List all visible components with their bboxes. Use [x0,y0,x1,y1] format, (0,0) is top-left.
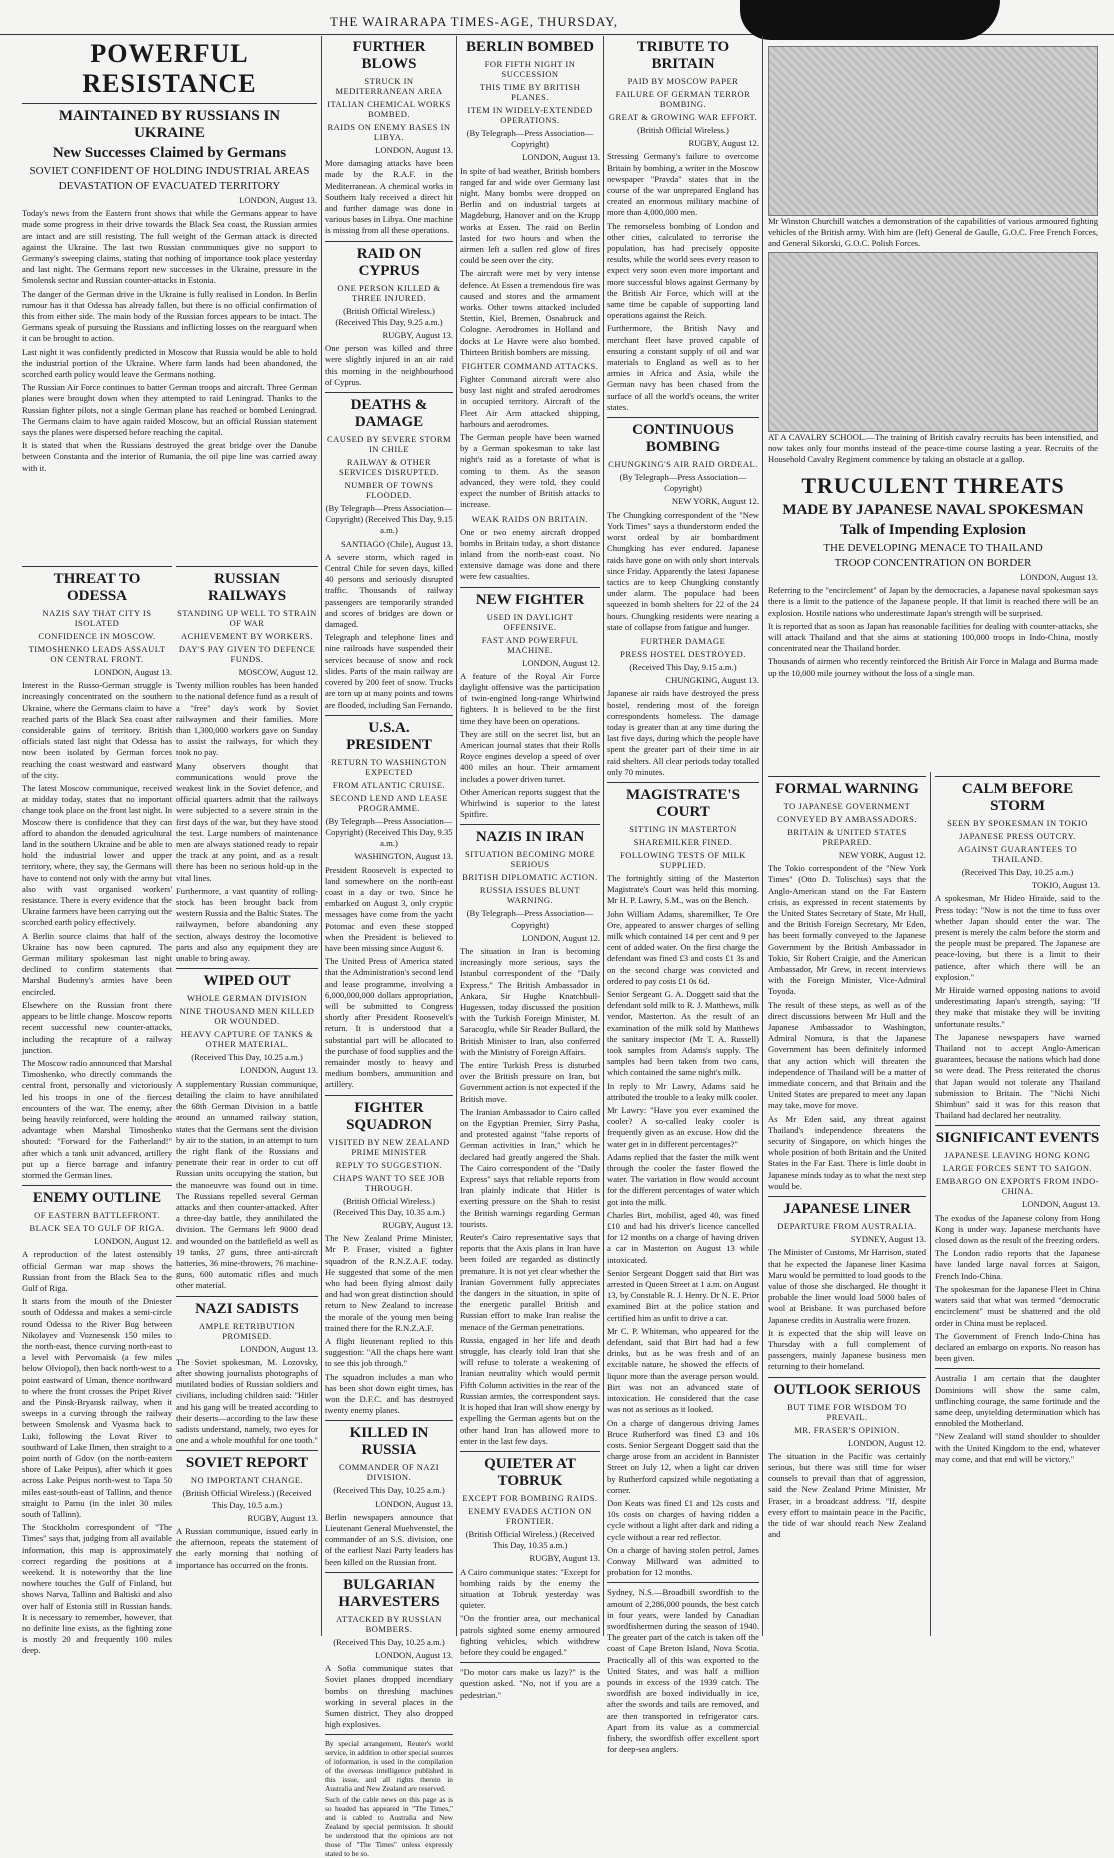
subhead: THE DEVELOPING MENACE TO THAILAND [823,542,1043,554]
paragraph: Sydney, N.S.—Broadbill swordfish to the amount of 2,286,000 pounds, the best catch in four years, were landed by Canadian swordfishermen during the season of 1940. The greater part of the catch is taken off the coast of Cape Breton Island, Nova Scotia. Practically all of this was exported to the United States, and was half a million pounds in excess of the 1939 catch. The swordfish are boxed individually in ice, after the swords and tails are removed, and are then transported in refrigerator cars. Apart from its value as a commercial fishery, the swordfish offer excellent sport for deep-sea anglers. [607,1587,759,1755]
subhead: COMMANDER OF NAZI DIVISION. [338,1462,440,1483]
dateline: LONDON, August 13. [239,195,317,205]
paragraph: The Chungking correspondent of the "New York Times" says a thunderstorm ended the worst ordeal by air bombardment Chungking has ever endured. Japanese raids have gone on with only short intervals since Friday. Apparently the latest Japanese tactics are to keep Chungking constantly under alarm. The populace had been squeezed in bomb shelters for 22 of the 24 hours. Chungking residents were nearing a state of collapse from fatigue and hunger. [607,509,759,632]
newspaper-title: THE WAIRARAPA TIMES-AGE, THURSDAY, [330,14,619,29]
paragraph: Don Keats was fined £1 and 12s costs and 10s costs on charges of having ridden a cycle without a light after dark and riding a cycle without a rear red reflector. [607,1497,759,1542]
paragraph: Mr Lawry: "Have you ever examined the cooler? A so-called leaky cooler is frequently given as an excuse. How did the water get in in different percentages?" [607,1105,759,1149]
headline: RUSSIAN RAILWAYS [207,571,287,604]
paragraph: Reuter's Cairo representative says that reports that the Axis plans in Iran have been foiled are regarded as distinctly premature. It is not yet clear whether the Iranian Government fully appreciates the dangers in the situation, in spite of the energetic parallel British and Russian effort to make Iran realise the menace of the German penetrations. [460,1232,600,1332]
received-line: (Received This Day, 10.25 a.m.) [333,1485,445,1496]
headline: ENEMY OUTLINE [32,1190,162,1207]
subhead: HEAVY CAPTURE OF TANKS & OTHER MATERIAL. [180,1029,314,1050]
subhead: SITUATION BECOMING MORE SERIOUS [464,849,596,870]
dateline: RUGBY, August 13. [247,1512,318,1523]
dateline: LONDON, August 13. [1022,1199,1100,1210]
subhead: NINE THOUSAND MEN KILLED OR WOUNDED. [179,1006,315,1027]
dateline: LONDON, August 12. [522,932,600,943]
paragraph: Telegraph and telephone lines and nine railroads have suspended their services because of snow and rock slides. Parts of the main railway are covered by 200 feet of snow. Trucks are torn up at many points and towns are flooded, including San Fernando. [325,632,453,710]
received-line: (Received This Day, 9.15 a.m.) [629,661,737,672]
headline: OUTLOOK SERIOUS [773,1381,921,1398]
subhead: MR. FRASER'S OPINION. [794,1424,900,1435]
paragraph: The danger of the German drive in the Ukraine is fully realised in London. In Berlin rumour has it that Odessa has already fallen, but there is no official confirmation of this from either side. The main body of the Russian forces appears to be intact. The Germans speak of pursuing the Russians and inflicting losses on the rearguard when it can be brought to action. [22,288,317,344]
dateline: SYDNEY, August 13. [850,1234,926,1245]
paragraph: The Soviet spokesman, M. Lozovsky, after showing journalists photographs of mutilated bodies of Russian soldiers and civilians, including children said: "Hitler and his gang will be treated according to their deserts—according to the law these sadists understand, namely, two eyes for one and a whole mouthful for one tooth." [176,1356,318,1446]
paragraph: The aircraft were met by very intense defence. At Essen a tremendous fire was caused and stores and the armament works. Other towns attacked included Stettin, Kiel, Bremen, Osnabruck and Cologne. Aerodromes in Holland and docks at Le Havre were also bombed. Thirteen British bombers are missing. [460,268,600,357]
paragraph: Furthermore, a vast quantity of rolling-stock has been brought back from western Russia and the Baltic States. The railwaymen, before abandoning any section, always destroy the locomotive parts and also any equipment they are unable to bring away. [176,885,318,964]
paragraph: Many observers thought that communications would prove the weakest link in the Soviet defence, and official quarters admit that the railways were subjected to a severe strain in the first days of the war, but they have stood the test. Large numbers of maintenance men are always stationed ready to repair the track at any point, and as a result there has been no serious hold-up in the vital lines. [176,760,318,883]
headline: SOVIET REPORT [185,1455,309,1472]
headline: BERLIN BOMBED [466,39,594,55]
paragraph: The Iranian Ambassador to Cairo called on the Egyptian Premier, Sirry Pasha, and protested against "false reports of German activities in Iran," which he declared had greatly angered the Shah. The Cairo correspondent of the "Daily Express" says that reliable reports from Iran plainly indicate that Hitler is exerting pressure on the Shah to resist the British warnings regarding German tourists. [460,1106,600,1229]
paragraph: "On the frontier area, our mechanical patrols sighted some enemy armoured fighting vehicles, which withdrew before they could be engaged." [460,1613,600,1657]
paragraph: Mr C. P. Whiteman, who appeared for the defendant, said that Birt had had a few drinks, but as he was fresh and of an excitable nature, he showed the effects of liquor more than the average person would. Birt was not an advanced state of intoxication. He considered that the case was not as serious as it looked. [607,1325,759,1415]
subhead: AGAINST GUARANTEES TO THAILAND. [957,844,1078,864]
paragraph: Stressing Germany's failure to overcome Britain by bombing, a writer in the Moscow newspaper "Pravda" states that in the course of the war unprepared England has created an enormous military machine of more than 4,000,000 men. [607,151,759,218]
headline: TRIBUTE TO BRITAIN [636,39,730,72]
paragraph: The Stockholm correspondent of "The Times" says that, judging from all available information, this map is approximately correct regarding the positions at a weekend. It is noteworthy that the line nowhere touches the Gulf of Finland, but shows Narva, Tallinn and Baltiski and also over half of Estonia still in Russian hands. It is necessary to remember, however, that no definite line exists, as the fighting zone is mostly 20 and frequently 100 miles deep. [22,1522,172,1656]
subhead: BRITISH DIPLOMATIC ACTION. [462,872,598,883]
paragraph: Twenty million roubles has been handed to the national defence fund as a result of a "free" day's work by Soviet railwaymen and their families. More than 1,300,000 workers gave on Sunday to assist the railways, for which they took no pay. [176,680,318,758]
subhead: CONVEYED BY AMBASSADORS. [777,814,917,824]
paragraph: On a charge of having stolen petrol, James Conway Millward was admitted to probation for 12 months. [607,1544,759,1578]
subhead: ENEMY EVADES ACTION ON FRONTIER. [468,1505,592,1526]
subhead: MADE BY JAPANESE NAVAL SPOKESMAN [782,502,1084,518]
paragraph: It is reported that as soon as Japan has reasonable facilities for dealing with counter-attacks, she will attack Thailand and that she aims at stationing 100,000 troops in Indo-China, mostly concentrated near the Thailand border. [768,620,1098,654]
received-line: (British Official Wireless.) (Received This Day, 10.35 a.m.) [465,1528,595,1551]
paragraph: Japanese air raids have destroyed the press hostel, rendering most of the foreign correspondents homeless. The damage today is greater than at any time during the last five days, during which the people have spent the greater part of their time in air raid shelters. All clear periods today totalled only 70 minutes. [607,688,760,777]
paragraph: The remorseless bombing of London and other cities, calculated to terrorise the population, has had precisely opposite results, while the world sees every reason to expect very soon even more important and more successful blows against Germany by the British Air Force, which will at the same time be capable of supporting land operations against the Reich. [607,220,759,321]
subhead: NAZIS SAY THAT CITY IS ISOLATED [42,608,152,628]
paragraph: Australia I am certain that the daughter Dominions will show the same calm, unflinching courage, the same fortitude and the same deep, unyielding determination which has ennobled the Motherland. [935,1373,1100,1429]
paragraph: It starts from the mouth of the Dniester south of Oddessa and makes a semi-circle round Odessa to the River Bug between Nikolayev and Voznesensk 150 miles to the north-east, thence curving north-east to a level with Pervomaisk (a few miles below Olviopol), then back north-west to a point eastward of Uman, thence northward to where the front crosses the Pripet River and the Pinsk-Bryansk railway, when it sweeps in a curving through the railway between Smolensk and Vyasma back to Luki, following the Lovat River to southward of Lake Ilmen, then straight to a point north of Gdov (on the north-eastern shore of Lake Peipus), after which it goes across Lake Peipus north-west to Tapa 50 miles east-south-east of Tallinn, and thence straight to Parnu (in the inlet 30 miles south of Tallinn). [22,1296,172,1520]
subhead: SOVIET CONFIDENT OF HOLDING INDUSTRIAL AREAS [29,165,310,177]
paragraph: The Russian Air Force continues to batter German troops and aircraft. Three German planes were brought down when they attempted to raid Leningrad. Thanks to the Russian fighter pilots, not a single German plane has reached or bombed Leningrad. The Germans claim to have again raided Moscow, but an official Russian statement says the planes were dispersed before reaching the capital. [22,382,317,438]
subhead: JAPANESE LEAVING HONG KONG [944,1150,1091,1161]
column-4 [607,36,760,1755]
column-2 [325,36,453,1858]
notice: Such of the cable news on this page as is so headed has appeared in "The Times," and is cabled to Australia and New Zealand by special permission. It should be understood that the opinions are not those of "The Times" unless expressly stated to be so. [325,1795,453,1858]
paragraph: On a charge of dangerous driving James Bruce Rutherford was fined £3 and 10s costs. Senior Sergeant Doggett said that the charge arose from an accident in Bannister Street on July 12, when a light car driven by Rutherford capsized while negotiating a corner. [607,1417,759,1495]
paragraph: In reply to Mr Lawry, Adams said he attributed the trouble to a leaky milk cooler. [607,1080,759,1102]
paragraph: The result of these steps, as well as of the direct discussions between Mr Hull and the Japanese Ambassador to Washington, Admiral Nomura, is that the Japanese Government has been definitely informed that any action which will threaten the independence of Thailand will be a matter of immediate concern, and that Britain and the United States are prepared to meet any Japan may take, move for move. [768,999,926,1111]
paragraph: The latest Moscow communique, received at midday today, states that no important change took place on the front last night. In Moscow there is confidence that they can afford to abandon the denuded agricultural land in the southern Ukraine and be able to hold the industrial lower and upper territory, where, they say, the Germans will have to contend not only with the army but also with vast organised workers' resistance. There is every evidence that the Ukraine farmers have been carrying out the scorched earth policy effectively. [22,783,172,928]
paragraph: They are still on the secret list, but an American journal states that their Rolls Royce engines develop a speed of over 400 miles an hour. Their armament includes a power driven turret. [460,728,600,784]
paragraph: The exodus of the Japanese colony from Hong Kong is under way. Japanese merchants have closed down as the result of the freezing orders. [935,1212,1100,1246]
paragraph: Senior Sergeant Doggett said that Birt was arrested in Queen Street at 1 a.m. on August 13, by Constable R. J. Henry. Dr N. E. Prior examined Birt at the police station and certified him as unfit to drive a car. [607,1267,759,1323]
masthead [0,0,1114,35]
headline: KILLED IN RUSSIA [349,1425,429,1459]
subhead: CHAPS WANT TO SEE JOB THROUGH. [333,1172,445,1193]
column-rule [762,36,763,1636]
paragraph: A severe storm, which raged in Central Chile for seven days, killed 40 persons and seriously disrupted traffic. Thousands of railway passengers are temporarily stranded and scores of bridges are down or damaged. [325,551,453,630]
dateline: LONDON, August 13. [240,1343,318,1354]
subhead: SITTING IN MASTERTON [629,823,737,834]
subhead: NUMBER OF TOWNS FLOODED. [344,480,434,501]
article-truculent-threats [768,470,1098,770]
paragraph: The Minister of Customs, Mr Harrison, stated that he expected the Japanese liner Kasima Maru would be permitted to load goods to the value of those she discharged. He thought it probable the liner would load 5000 bales of wool at Brisbane. It was purchased before Japanese credits in Australia were frozen. [768,1247,926,1325]
paragraph: Mr Hiraide warned opposing nations to avoid underestimating Japan's strength, saying: "If they make that mistake they will be inviting unfortunate results." [935,985,1100,1029]
headline: MAGISTRATE'S COURT [626,786,740,820]
headline: NEW FIGHTER [475,591,585,608]
subhead: THIS TIME BY BRITISH PLANES. [479,82,581,102]
subhead: FAST AND POWERFUL MACHINE. [481,634,579,655]
headline: FORMAL WARNING [775,781,919,797]
subhead: REPLY TO SUGGESTION. [335,1159,443,1170]
headline: JAPANESE LINER [783,1201,911,1218]
subhead: SHAREMILKER FINED. [633,836,733,847]
paragraph: The Moscow radio announced that Marshal Timoshenko, who directly commands the central front, personally and victoriously led his troops in one of the fiercest encounters of the war. The enemy, after being heavily reinforced, were holding the advantage when Marshal Timoshenko shouted: "Forward for the Fatherland!" after which a tank unit advanced, artillery put up a fierce barrage and infantry stormed the German lines. [22,1057,172,1180]
paragraph: One or two enemy aircraft dropped bombs in Britain today, a short distance inland from the north-east coast. No extensive damage was done and there were few casualties. [460,526,600,582]
headline: FURTHER BLOWS [352,39,426,72]
subhead: NO IMPORTANT CHANGE. [190,1475,304,1486]
headline: FIGHTER SQUADRON [346,1099,432,1133]
subhead: STANDING UP WELL TO STRAIN OF WAR [177,608,317,628]
subhead: ITALIAN CHEMICAL WORKS BOMBED. [327,99,451,119]
notice: By special arrangement, Reuter's world service, in addition to other special sources of information, is used in the compilation of the overseas intelligence published in this issue, and all rights therein in Australia and New Zealand are reserved. [325,1739,453,1794]
subhead: DEPARTURE FROM AUSTRALIA. [777,1221,917,1232]
photo-block [768,42,1098,465]
dateline: WASHINGTON, August 13. [354,851,453,862]
paragraph: The Government of French Indo-China has declared an embargo on exports. No reason has been given. [935,1330,1100,1364]
subhead: CHUNGKING'S AIR RAID ORDEAL. [608,459,758,470]
column-3 [460,36,600,1700]
churchill-photo [768,46,1098,216]
paragraph: A feature of the Royal Air Force daylight offensive was the participation of twin-engined long-range Whirlwind fighters. It is believed to be the first time they have been on operations. [460,670,600,726]
dateline: LONDON, August 13. [94,667,172,677]
subhead: PRESS HOSTEL DESTROYED. [620,648,746,659]
column-rule [603,36,604,1636]
subhead: AMPLE RETRIBUTION PROMISED. [198,1320,296,1341]
dateline: RUGBY, August 13. [382,1219,453,1230]
paragraph: Interest in the Russo-German struggle is increasingly concentrated on the southern Ukraine, where the Germans claim to have reached parts of the Black Sea coast after considerable gains of territory. British officials stated last night that Odessa has now been isolated by German forces reaching the coast westward and eastward of the city. [22,680,172,780]
paragraph: Berlin newspapers announce that Lieutenant General Muehvenstel, the commander of an S.S. division, one of the earliest Nazi Party leaders has been killed on the Russian front. [325,1511,453,1567]
subhead: RAILWAY & OTHER SERVICES DISRUPTED. [339,457,439,478]
dateline: MOSCOW, August 12. [238,667,318,677]
subhead: BLACK SEA TO GULF OF RIGA. [29,1223,165,1234]
paragraph: Fighter Command aircraft were also busy last night and strafed aerodromes in occupied territory. Aircraft of the Fleet Air Arm attacked shipping, harbours and aerodromes. [460,374,600,429]
cavalry-photo [768,252,1098,432]
received-line: (British Official Wireless.) (Received This Day, 10.5 a.m.) [182,1488,312,1510]
dateline: LONDON, August 13. [240,1065,318,1076]
paragraph: Senior Sergeant G. A. Doggett said that the defendant sold milk to R. J. Matthews, milk vendor, Masterton. As the result of an examination of the milk sold by Matthews the sanitary inspector (Mr T. A. Russell) took samples from Adams's supply. The samples had been taken from two cans, which contained the same night's milk. [607,988,759,1078]
paragraph: A spokesman, Mr Hideo Hiraide, said to the Press today: "Now is not the time to fuss over whether Japan should enter the war. The present is merely the calm before the storm and the people must be prepared. The Japanese are peace-loving, but there is a limit to their patience, after which there will be an explosion." [935,893,1100,982]
paragraph: More damaging attacks have been made by the R.A.F. in the Mediterranean. A chemical works in Southern Italy received a direct hit and further damage was done in various bases in Libya. One machine is missing from all these operations. [325,158,453,236]
received-line: (By Telegraph—Press Association—Copyright) (Received This Day, 9.35 a.m.) [325,815,453,849]
subhead: GREAT & GROWING WAR EFFORT. [608,112,758,122]
dateline: SANTIAGO (Chile), August 13. [341,538,453,549]
column-rule [321,36,322,1636]
paragraph: The spokesman for the Japanese Fleet in China waters said that what was termed "democratic encirclement" must be shattered and the old order in China must be replaced. [935,1283,1100,1328]
paragraph: The Japanese newspapers have warned Thailand not to accept Anglo-American guarantees, because the nations which had done so were dead. The Press reiterated the chorus that Japan would not tolerate any Thailand submission to Britain. The "Nichi Nichi Shimbun" said it was for this reason that Thailand had declared her neutrality. [935,1031,1100,1121]
subhead: MAINTAINED BY RUSSIANS IN UKRAINE [58,108,281,141]
subhead: BUT TIME FOR WISDOM TO PREVAIL. [787,1401,907,1422]
dateline: LONDON, August 13. [375,1650,453,1661]
headline: NAZI SADISTS [195,1300,299,1317]
dateline: LONDON, August 13. [522,152,600,163]
headline: RAID ON CYPRUS [356,245,422,279]
subhead: FROM ATLANTIC CRUISE. [332,779,446,790]
headline: POWERFUL RESISTANCE [82,39,257,98]
dateline: LONDON, August 12. [94,1236,172,1247]
paragraph: The United Press of America stated that the Administration's second lend and lease programme, involving a 6,000,000,000 dollars appropriation, will be submitted to Congress shortly after President Roosevelt's return. It is understood that a substantial part will be allocated to the purchase of food supplies and the remainder mostly to heavy and medium bombers, ammunition and artillery. [325,956,453,1090]
paragraph: The New Zealand Prime Minister, Mr P. Fraser, visited a fighter squadron of the R.N.Z.A.F. today. He suggested that some of the men who had been flying almost daily and had won great distinction should return to New Zealand to increase the morale of the young men being trained there for the R.N.Z.A.F. [325,1233,453,1333]
received-line: (British Official Wireless.) (Received This Day, 10.35 a.m.) [333,1195,445,1217]
dateline: LONDON, August 13. [1020,572,1098,582]
paragraph: A flight lieutenant replied to this suggestion: "All the chaps here want to see this job through." [325,1336,453,1369]
dateline: RUGBY, August 13. [529,1553,600,1564]
headline: DEATHS & DAMAGE [350,397,428,431]
torn-corner [740,0,1000,40]
headline: CALM BEFORE STORM [961,781,1074,814]
paragraph: A Cairo communique states: "Except for bombing raids by the enemy the situation at Tobruk yesterday was quieter. [460,1566,600,1611]
paragraph: The squadron includes a man who has been shot down eight times, has won the D.F.C. and has destroyed twenty enemy planes. [325,1371,453,1416]
subhead: OF EASTERN BATTLEFRONT. [34,1210,160,1221]
subhead: SEEN BY SPOKESMAN IN TOKIO [947,818,1088,828]
paragraph: President Roosevelt is expected to land somewhere on the north-east coast in a day or two. Since he embarked on August 3, only cryptic messages have come from the yacht Potomac and even these stopped when the President is believed to have been missing since August 6. [325,864,453,953]
subhead: New Successes Claimed by Germans [52,145,287,161]
headline: U.S.A. PRESIDENT [346,719,432,753]
received-line: (Received This Day, 10.25 a.m.) [191,1052,303,1063]
subhead: WEAK RAIDS ON BRITAIN. [471,513,589,524]
subhead: SECOND LEND AND LEASE PROGRAMME. [330,792,448,813]
dateline: RUGBY, August 12. [688,138,759,149]
dateline: NEW YORK, August 12. [671,496,759,507]
received-line: (By Telegraph—Press Association—Copyright) [466,908,594,930]
photo-caption: Mr Winston Churchill watches a demonstration of the capabilities of various armoured fighting vehicles of the British army. With him are (left) General de Gaulle, G.O.C. Free French Forces, and General Sikorski, G.O.C. Polish Forces. [768,216,1098,249]
paragraph: A Berlin source claims that half of the Ukraine has now been captured. The German military spokesman last night declined to confirm statements that Marshal Budenny's armies have been encircled. [22,930,172,997]
subhead: FOLLOWING TESTS OF MILK SUPPLIED. [620,849,746,870]
dateline: TOKIO, August 13. [1031,880,1100,891]
headline: SIGNIFICANT EVENTS [935,1130,1100,1147]
column-5 [768,772,926,1632]
article-russian-railways [176,562,318,1632]
paragraph: In spite of bad weather, British bombers ranged far and wide over Germany last night. Many bombs were dropped on Berlin and on industrial targets at Magdeburg, Hanover and on the Krupp works at Essen. The raid on Berlin lasted for two hours and when the airmen left a sullen red glow of fires could be seen over the city. [460,165,600,266]
subhead: CAUSED BY SEVERE STORM IN CHILE [326,434,452,455]
received-line: (By Telegraph—Press Association—Copyright) (Received This Day, 9.15 a.m.) [325,503,453,536]
subhead: FURTHER DAMAGE [640,635,726,646]
headline: CONTINUOUS BOMBING [632,422,734,456]
paragraph: "New Zealand will stand shoulder to shoulder with the United Kingdom to the end, whatever may come, and that end will be victory." [935,1431,1100,1464]
paragraph: As Mr Eden said, any threat against Thailand's independence threatens the security of Singapore, on which hinges the whole position of both Britain and the United States in the Far East. There is little doubt in Japanese minds today as to what the next step would be. [768,1113,926,1191]
headline: THREAT TO ODESSA [53,571,141,604]
subhead: FIGHTER COMMAND ATTACKS. [461,361,599,372]
paragraph: Charles Birt, mobilist, aged 40, was fined £10 and had his driver's licence cancelled for 12 months on a charge of having driven a car in Masterton on August 13 while intoxicated. [607,1209,759,1265]
paragraph: Furthermore, the British Navy and merchant fleet have proved capable of ensuring a constant supply of oil and war materials to England as well as to her armies in Africa and Asia, while the German navy has been chased from the surface of all the world's oceans, the writer states. [607,323,759,412]
headline: BULGARIAN HARVESTERS [338,1576,440,1610]
paragraph: Today's news from the Eastern front shows that while the Germans appear to have made some progress in their drive towards the Black Sea coast, the Russian armies are intact and are still resisting. The full weight of the German attack is directed against the Ukraine. The last two Russian communiques give no support to Germany's sweeping claims, stating that nothing of importance took place yesterday and last night. The Germans report new successes in the Ukraine, pressure in the Smolensk sector and Russian counter-attacks in Estonia. [22,208,317,286]
received-line: (British Official Wireless.) [637,125,729,135]
subhead: STRUCK IN MEDITERRANEAN AREA [335,76,443,96]
subhead: VISITED BY NEW ZEALAND PRIME MINISTER [328,1136,450,1157]
paragraph: The situation in Iran is becoming increasingly more serious, says the Istanbul correspondent of the "Daily Express." The British Ambassador in Ankara, Sir Hughe Knatchbull-Hugessen, today discussed the position with the Turkish Foreign Minister, M. Saracoglu, while Sir Reader Bullard, the British Minister to Iran, also conferred with the Ministry of Foreign Affairs. [460,945,600,1057]
subhead: LARGE FORCES SENT TO SAIGON. [942,1163,1093,1174]
subhead: Talk of Impending Explosion [840,522,1026,538]
paragraph: It is expected that the ship will leave on Thursday with a full complement of passengers, mainly Japanese business men returning to their homeland. [768,1327,926,1372]
subhead: FOR FIFTH NIGHT IN SUCCESSION [484,59,576,79]
paragraph: One person was killed and three were slightly injured in an air raid this morning in the neighbourhood of Cyprus. [325,343,453,387]
paragraph: Other American reports suggest that the Whirlwind is superior to the latest Spitfire. [460,786,600,820]
paragraph: Adams replied that the faster the milk went through the cooler the faster flowed the water. The variation in flow would account for the different percentages of water which got into the milk. [607,1151,759,1207]
subhead: TIMOSHENKO LEADS ASSAULT ON CENTRAL FRONT. [28,644,166,664]
subhead: ONE PERSON KILLED & THREE INJURED. [337,282,441,303]
paragraph: The situation in the Pacific was certainly serious, but there was still time for wiser counsels to prevail than that of aggression, said the New Zealand Prime Minister, Mr Fraser, in a broadcast address. "If, despite every effort to maintain peace in the Pacific, the tide of war should reach New Zealand and [768,1450,926,1540]
article-threat-to-odessa [22,562,172,1656]
received-line: (By Telegraph—Press Association—Copyright) [619,472,747,494]
subhead: USED IN DAYLIGHT OFFENSIVE. [486,611,574,632]
dateline: LONDON, August 12. [848,1437,926,1448]
paragraph: Last night it was confidently predicted in Moscow that Russia would be able to hold the industrial portion of the Ukraine. Where farm lands had been abandoned, the scorched earth policy would leave the Germans nothing. [22,346,317,380]
dateline: LONDON, August 13. [375,145,453,155]
dateline: NEW YORK, August 12. [838,850,926,860]
subhead: RETURN TO WASHINGTON EXPECTED [331,756,447,777]
paragraph: Referring to the "encirclement" of Japan by the democracies, a Japanese naval spokesman says there is a limit to the patience of the Japanese people. If that limit is reached there will be an explosion. Hostile nations who underestimate Japan's strength will be surprised. [768,585,1098,618]
subhead: BRITAIN & UNITED STATES PREPARED. [787,827,907,847]
paragraph: Thousands of airmen who recently reinforced the British Air Force in Malaga and Burma made up the 10,000 mile journey without the loss of a single man. [768,656,1098,678]
paragraph: The entire Turkish Press is disturbed over the British pressure on Iran, but Government action is not expected if the British move. [460,1060,600,1104]
dateline: LONDON, August 13. [375,1498,453,1509]
subhead: DEVASTATION OF EVACUATED TERRITORY [58,180,281,192]
paragraph: The German people have been warned by a German spokesman to take last night's raid as a foretaste of what is coming to them. As the season advanced, they were told, they could expect the number of British attacks to increase. [460,432,600,510]
headline: QUIETER AT TOBRUK [484,1455,576,1489]
subhead: RAIDS ON ENEMY BASES IN LIBYA. [327,122,451,142]
dateline: LONDON, August 12. [522,657,600,668]
subhead: FAILURE OF GERMAN TERROR BOMBING. [615,89,751,109]
paragraph: A reproduction of the latest ostensibly official German war map shows the Russian front from the Black Sea to the Gulf of Riga. [22,1249,172,1293]
headline: TRUCULENT THREATS [801,473,1065,498]
paragraph: The fortnightly sitting of the Masterton Magistrate's Court was held this morning. Mr H. P. Lawry, S.M., was on the Bench. [607,872,759,906]
subhead: WHOLE GERMAN DIVISION [186,993,308,1004]
received-line: (By Telegraph—Press Association—Copyright) [466,128,594,150]
received-line: (Received This Day, 10.25 a.m.) [333,1636,445,1647]
dateline: CHUNGKING, August 13. [665,675,759,686]
received-line: (Received This Day, 10.25 a.m.) [961,867,1074,877]
subhead: TROOP CONCENTRATION ON BORDER [834,557,1032,569]
paragraph: A Sofia communique states that Soviet planes dropped incendiary bombs on threshing machines working in several places in the Sumen district. They also dropped high explosives. [325,1663,453,1730]
photo-caption: AT A CAVALRY SCHOOL.—The training of British cavalry recruits has been intensified, and now takes only four months instead of the peace-time course lasting a year. Recruits of the Household Cavalry Regiment commence by taking an obstacle at a gallop. [768,431,1098,465]
dateline: RUGBY, August 13. [382,330,453,341]
subhead: RUSSIA ISSUES BLUNT WARNING. [479,885,581,906]
paragraph: John William Adams, sharemilker, Te Ore Ore, appeared to answer charges of selling milk which contained 14 per cent and 9 per cent of added water. On the first charge the defendant was fined £3 and costs £1 3s and on the second charge was convicted and ordered to pay costs £1 0s 6d. [607,908,759,986]
column-rule [456,36,457,1636]
paragraph: The Tokio correspondent of the "New York Times" (Otto D. Tolischus) says that the Anglo-American stand on the Far Eastern crisis, as expressed in recent statements by the United States Secretary of State, Mr Hull, and the British Foreign Secretary, Mr Eden, has been formally conveyed to the Japanese Government by the British Ambassador in Tokio, Sir Robert Craigie, and the American Ambassador, Mr Grew, in recent interviews with the Foreign Minister, Vice-Admiral Toyoda. [768,863,926,997]
subhead: DAY'S PAY GIVEN TO DEFENCE FUNDS. [178,644,316,664]
column-rule [930,772,931,1636]
paragraph: The London radio reports that the Japanese have landed large naval forces at Saigon, French Indo-China. [935,1248,1100,1281]
paragraph: A supplementary Russian communique, detailing the claim to have annihilated the 68th German Division in a battle around an unnamed railway station, states that the Germans sent the division by air to the station, in an attempt to turn the right flank of the Russians and penetrate their rear in order to cut off Russian units occupying the station, but the manoeuvre was found out in time. The Russians repelled several German attacks and then counter-attacked. After a three-day battle, they annihilated the division. The Germans left 9000 dead and wounded on the battlefield as well as 19 tanks, 27 guns, three anti-aircraft batteries, 36 mine-throwers, 76 machine-guns, 600 automatic rifles and much other material. [176,1078,318,1291]
received-line: (British Official Wireless.) (Received This Day, 9.25 a.m.) [335,305,443,327]
article-powerful-resistance [22,36,317,556]
paragraph: Russia, engaged in her life and death struggle, has clearly told Iran that she will refuse to tolerate a weakening of Iranian neutrality which would permit Fifth Column activities in the rear of the Russian armies, the correspondent says. It is hoped that Iran will show energy by expelling the German agents but on the other hand Iran has allowed more to enter in the last few days. [460,1334,600,1446]
column-6 [935,772,1100,1632]
paragraph: It is stated that when the Russians destroyed the great bridge over the Danube between Constanta and the interior of Rumania, the oil pipe line was carried away with it. [22,440,317,473]
subhead: PAID BY MOSCOW PAPER [627,76,739,86]
subhead: CONFIDENCE IN MOSCOW. [38,631,156,641]
subhead: ITEM IN WIDELY-EXTENDED OPERATIONS. [467,105,593,125]
paragraph: Elsewhere on the Russian front there appears to be little change. Moscow reports recent successful new counter-attacks, including the recapture of a railway junction. [22,999,172,1055]
paragraph: "Do motor cars make us lazy?" is the question asked. "No, not if you are a pedestrian." [460,1667,600,1700]
subhead: TO JAPANESE GOVERNMENT [783,801,911,811]
subhead: JAPANESE PRESS OUTCRY. [959,831,1076,841]
subhead: ATTACKED BY RUSSIAN BOMBERS. [336,1613,442,1634]
headline: WIPED OUT [203,973,291,990]
paragraph: A Russian communique, issued early in the afternoon, repeats the statement of the early morning that nothing of importance has occurred on the fronts. [176,1525,318,1570]
subhead: ACHIEVEMENT BY WORKERS. [181,631,313,641]
headline: NAZIS IN IRAN [475,829,585,846]
subhead: EXCEPT FOR BOMBING RAIDS. [462,1492,598,1503]
subhead: EMBARGO ON EXPORTS FROM INDO-CHINA. [935,1176,1100,1197]
